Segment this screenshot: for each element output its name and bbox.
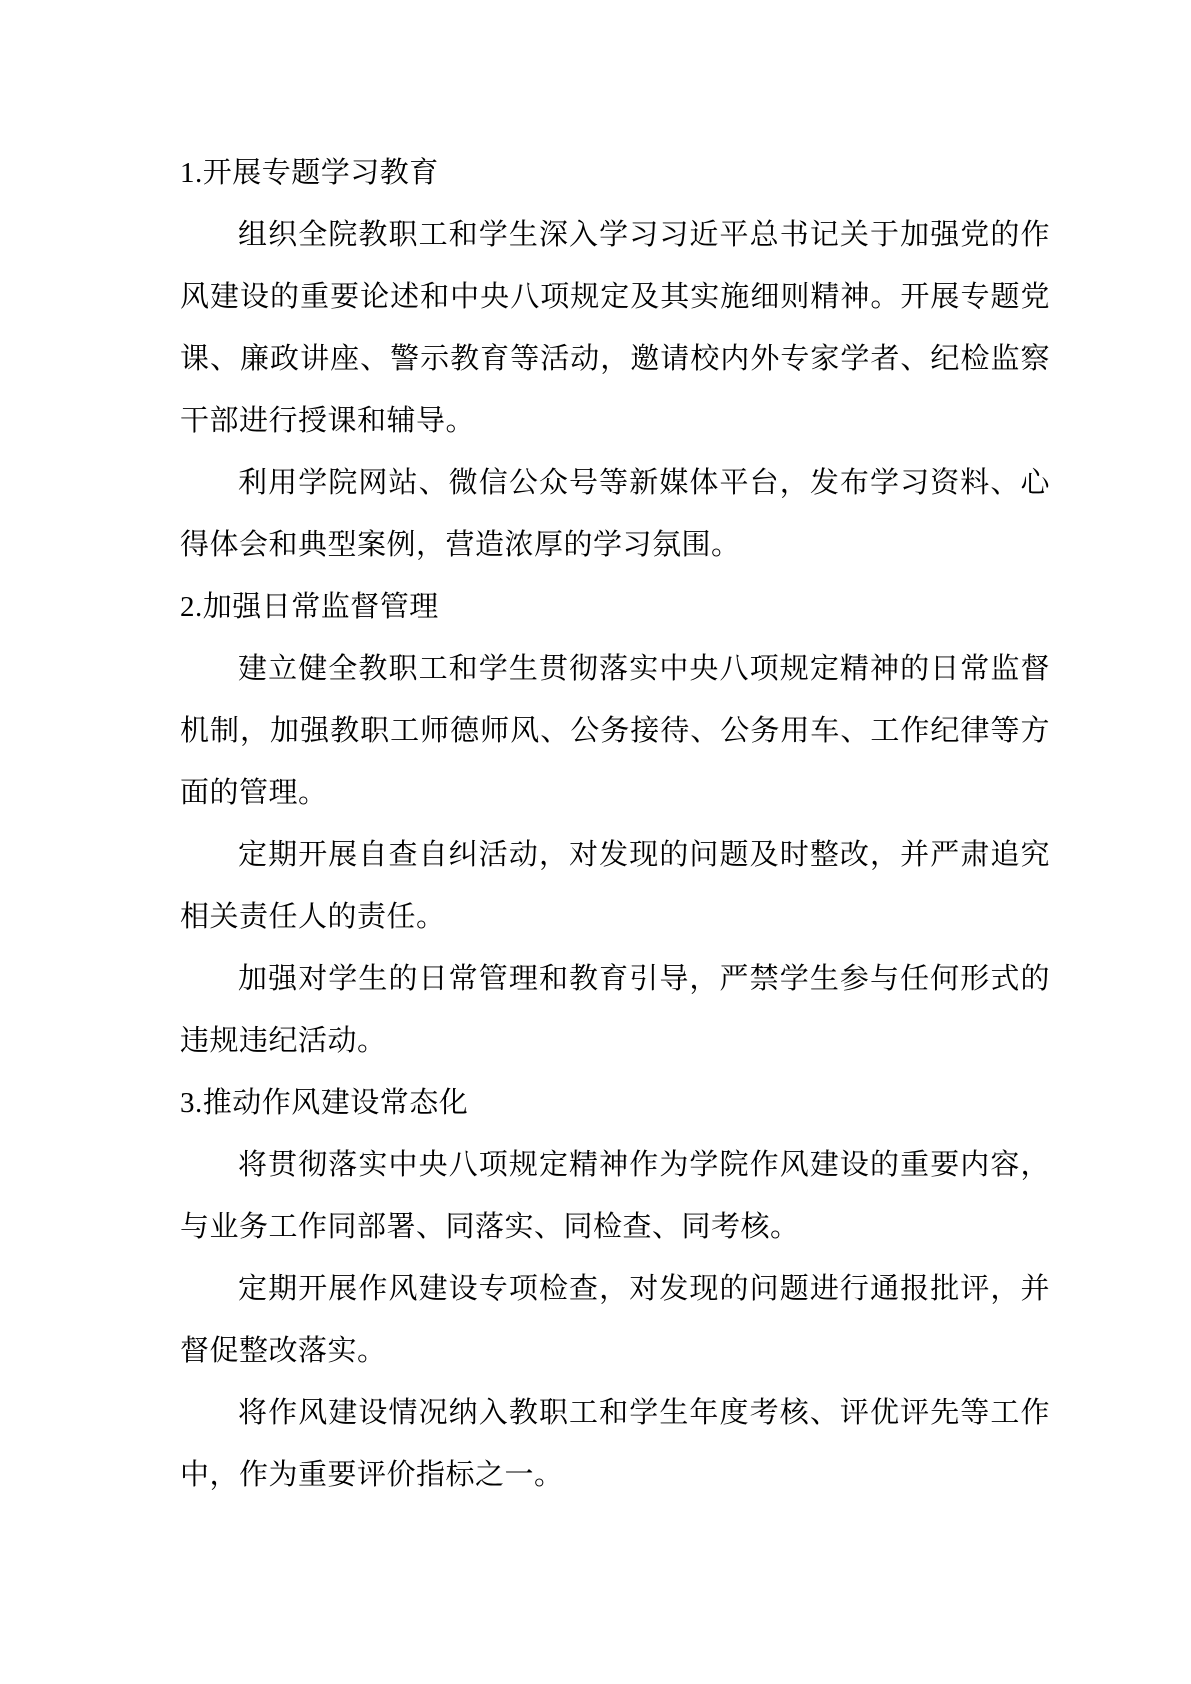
section-heading-3: 3.推动作风建设常态化 bbox=[180, 1087, 469, 1119]
body-paragraph: 将作风建设情况纳入教职工和学生年度考核、评优评先等工作中，作为重要评价指标之一。 bbox=[180, 1397, 1050, 1491]
body-paragraph: 定期开展作风建设专项检查，对发现的问题进行通报批评，并督促整改落实。 bbox=[180, 1273, 1050, 1367]
body-paragraph: 利用学院网站、微信公众号等新媒体平台，发布学习资料、心得体会和典型案例，营造浓厚的学习氛围。 bbox=[180, 467, 1050, 561]
section-heading-2: 2.加强日常监督管理 bbox=[180, 591, 439, 623]
body-paragraph: 组织全院教职工和学生深入学习习近平总书记关于加强党的作风建设的重要论述和中央八项规定及其实施细则精神。开展专题党课、廉政讲座、警示教育等活动，邀请校内外专家学者、纪检监察干部进行授课和辅导。 bbox=[180, 219, 1050, 437]
body-paragraph: 建立健全教职工和学生贯彻落实中央八项规定精神的日常监督机制，加强教职工师德师风、公务接待、公务用车、工作纪律等方面的管理。 bbox=[180, 653, 1050, 809]
section-heading-1: 1.开展专题学习教育 bbox=[180, 157, 439, 189]
document-content bbox=[180, 142, 1050, 1506]
body-paragraph: 定期开展自查自纠活动，对发现的问题及时整改，并严肃追究相关责任人的责任。 bbox=[180, 839, 1050, 933]
body-paragraph: 加强对学生的日常管理和教育引导，严禁学生参与任何形式的违规违纪活动。 bbox=[180, 963, 1050, 1057]
body-paragraph: 将贯彻落实中央八项规定精神作为学院作风建设的重要内容，与业务工作同部署、同落实、同检查、同考核。 bbox=[180, 1149, 1050, 1243]
